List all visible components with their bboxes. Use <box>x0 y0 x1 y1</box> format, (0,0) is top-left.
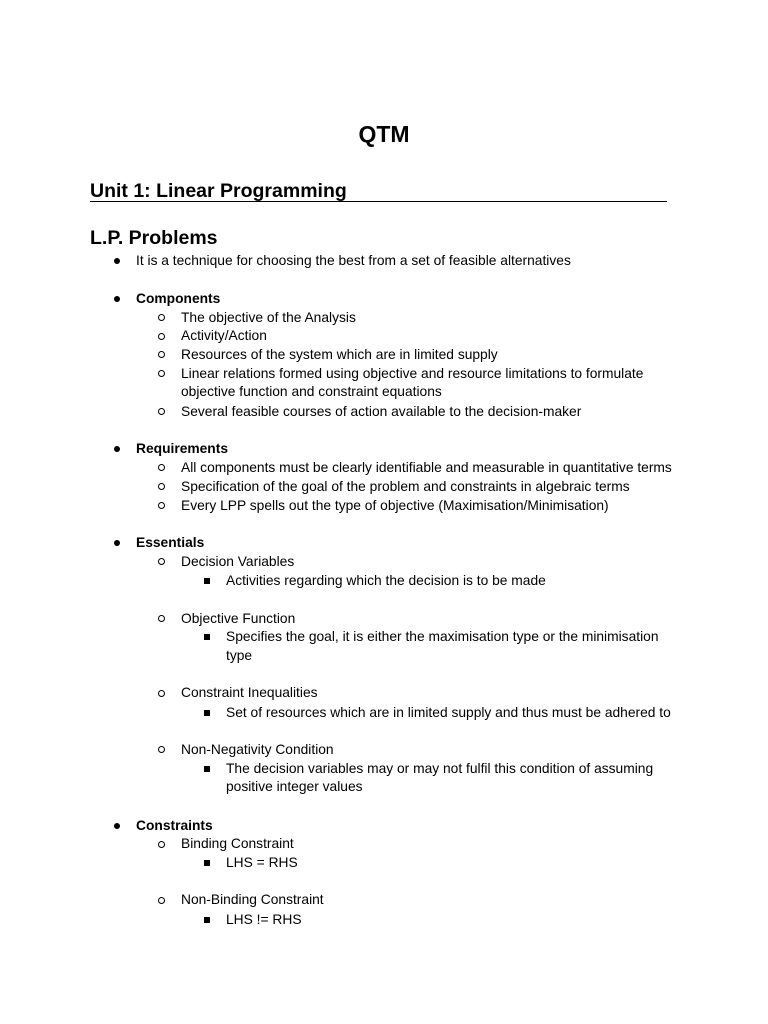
bullet-circle-icon <box>158 502 165 509</box>
bullet-square-icon <box>204 710 210 716</box>
bullet-square-icon <box>204 634 210 640</box>
list-item: Non-Binding Constraint <box>181 892 324 907</box>
intro-item: It is a technique for choosing the best from a set of feasible alternatives <box>136 253 571 268</box>
list-item: Binding Constraint <box>181 836 294 851</box>
bullet-circle-icon <box>158 615 165 622</box>
requirements-label: Requirements <box>136 441 229 456</box>
list-subitem: Set of resources which are in limited supply and thus must be adhered to <box>226 705 671 720</box>
list-item: Linear relations formed using objective and resource limitations to formulate <box>181 366 644 381</box>
list-item: The objective of the Analysis <box>181 310 356 325</box>
list-subitem: Activities regarding which the decision is to be made <box>226 573 546 588</box>
list-subitem-continuation: positive integer values <box>226 779 363 794</box>
section-heading: L.P. Problems <box>90 227 218 249</box>
bullet-circle-icon <box>158 370 165 377</box>
list-subitem: Specifies the goal, it is either the maximisation type or the minimisation <box>226 629 659 644</box>
bullet-circle-icon <box>158 558 165 565</box>
bullet-circle-icon <box>158 690 165 697</box>
list-item: All components must be clearly identifiable and measurable in quantitative terms <box>181 460 672 475</box>
list-item: Non-Negativity Condition <box>181 742 334 757</box>
list-item: Several feasible courses of action available to the decision-maker <box>181 404 582 419</box>
bullet-square-icon <box>204 766 210 772</box>
bullet-circle-icon <box>158 351 165 358</box>
bullet-dot-icon <box>114 296 120 302</box>
list-item: Specification of the goal of the problem and constraints in algebraic terms <box>181 479 630 494</box>
bullet-circle-icon <box>158 746 165 753</box>
bullet-circle-icon <box>158 841 165 848</box>
bullet-dot-icon <box>114 823 120 829</box>
document-title: QTM <box>358 121 410 147</box>
list-subitem: LHS = RHS <box>226 855 298 870</box>
bullet-circle-icon <box>158 333 165 340</box>
bullet-square-icon <box>204 917 210 923</box>
constraints-label: Constraints <box>136 818 213 833</box>
list-item: Decision Variables <box>181 554 295 569</box>
list-item: Resources of the system which are in limited supply <box>181 347 498 362</box>
bullet-square-icon <box>204 578 210 584</box>
list-subitem-continuation: type <box>226 648 253 663</box>
essentials-label: Essentials <box>136 535 205 550</box>
list-item: Activity/Action <box>181 328 267 343</box>
list-item: Every LPP spells out the type of objective (Maximisation/Minimisation) <box>181 498 609 513</box>
bullet-circle-icon <box>158 464 165 471</box>
bullet-dot-icon <box>114 540 120 546</box>
list-subitem: The decision variables may or may not fulfil this condition of assuming <box>226 761 654 776</box>
list-subitem: LHS != RHS <box>226 912 302 927</box>
list-item: Constraint Inequalities <box>181 685 318 700</box>
bullet-circle-icon <box>158 897 165 904</box>
bullet-square-icon <box>204 860 210 866</box>
bullet-circle-icon <box>158 314 165 321</box>
unit-heading: Unit 1: Linear Programming <box>90 179 667 202</box>
bullet-circle-icon <box>158 483 165 490</box>
list-item: Objective Function <box>181 611 296 626</box>
bullet-circle-icon <box>158 408 165 415</box>
components-label: Components <box>136 291 221 306</box>
list-item-continuation: objective function and constraint equations <box>181 384 442 399</box>
bullet-dot-icon <box>114 446 120 452</box>
bullet-dot-icon <box>114 258 120 264</box>
